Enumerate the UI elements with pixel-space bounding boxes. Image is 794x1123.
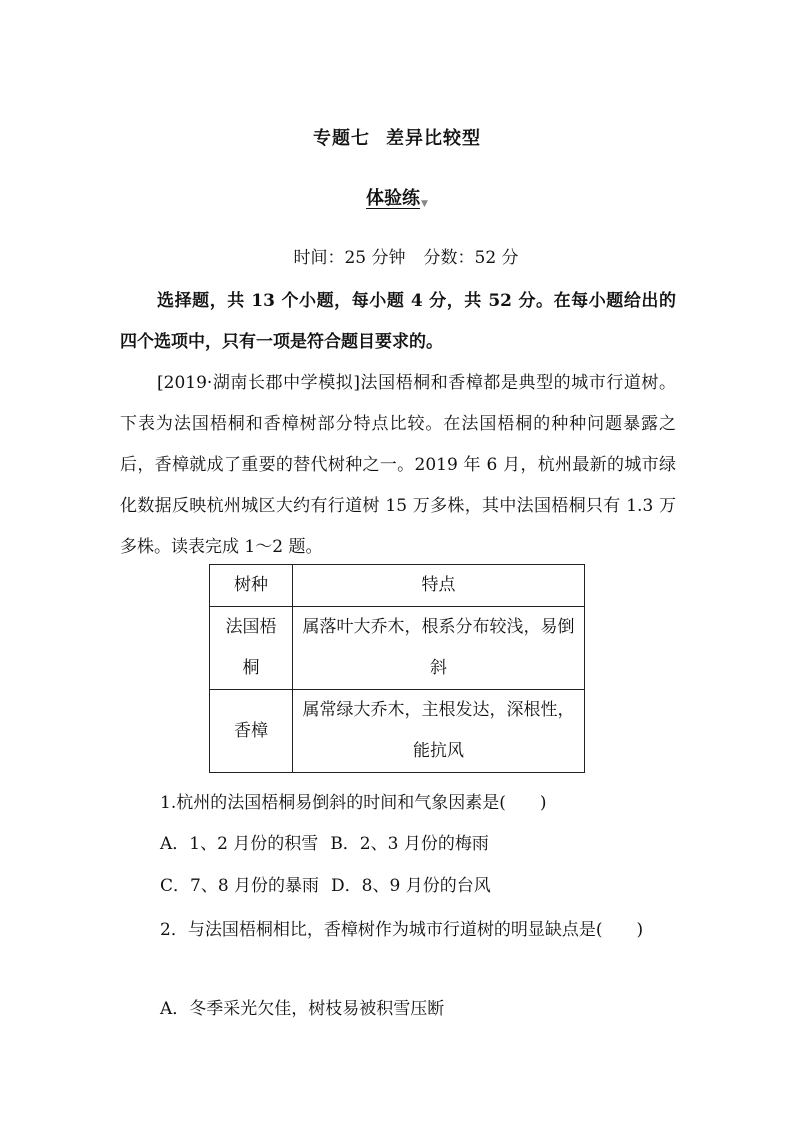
triangle-marker-icon: ▼ <box>421 199 428 209</box>
subtitle-text: 体验练 <box>366 188 421 209</box>
score-label: 分数：52 分 <box>423 248 519 268</box>
table-cell-species: 法国梧桐 <box>210 607 293 690</box>
table-header-species: 树种 <box>210 565 293 607</box>
table-header-feature: 特点 <box>293 565 585 607</box>
title-type: 差异比较型 <box>386 128 481 149</box>
table-cell-feature: 属常绿大乔木，主根发达，深根性，能抗风 <box>293 690 585 773</box>
time-label: 时间：25 分钟 <box>293 248 406 268</box>
table-cell-feature: 属落叶大乔木，根系分布较浅，易倒斜 <box>293 607 585 690</box>
table-row <box>210 607 585 690</box>
option-c: C．7、8 月份的暴雨 <box>160 876 320 896</box>
table-row <box>210 690 585 773</box>
question-1-options-row-2 <box>160 871 491 896</box>
page-title <box>0 124 794 150</box>
table-cell-species: 香樟 <box>210 690 293 773</box>
question-1-stem: 1.杭州的法国梧桐易倒斜的时间和气象因素是( ) <box>160 793 547 813</box>
instructions: 选择题，共 13 个小题，每小题 4 分，共 52 分。在每小题给出的四个选项中，只有一项是符合题目要求的。 <box>120 291 676 352</box>
section-subtitle <box>0 184 794 210</box>
question-2-stem: 2．与法国梧桐相比，香樟树作为城市行道树的明显缺点是( ) <box>160 920 644 940</box>
title-topic: 专题七 <box>313 128 370 149</box>
question-2-option-a: A．冬季采光欠佳，树枝易被积雪压断 <box>160 999 445 1019</box>
question-1-options-row-1 <box>160 829 489 854</box>
option-d: D．8、9 月份的台风 <box>331 876 491 896</box>
time-score-line <box>0 243 794 268</box>
reading-passage: [2019·湖南长郡中学模拟]法国梧桐和香樟都是典型的城市行道树。下表为法国梧桐和香樟树部分特点比较。在法国梧桐的种种问题暴露之后，香樟就成了重要的替代树种之一。2019 年 6 月，杭州最新的城市绿化数据反映杭州城区大约有行道树 15 万多株，其中法国梧桐只有 1.3 万多株。读表完成 1～2 题。 <box>120 373 676 557</box>
table-header-row <box>210 565 585 607</box>
comparison-table <box>209 564 585 773</box>
option-a: A．1、2 月份的积雪 <box>160 834 319 854</box>
option-b: B．2、3 月份的梅雨 <box>330 834 489 854</box>
